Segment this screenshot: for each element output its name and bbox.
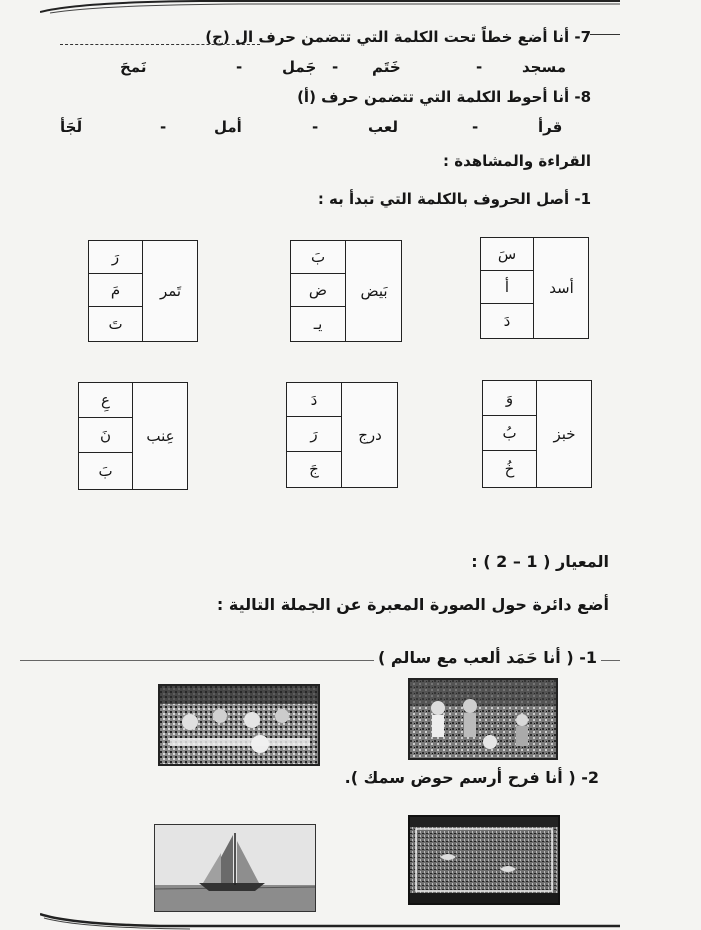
separator-dash: -: [332, 58, 339, 76]
grid-word: خبز: [553, 425, 576, 443]
children-playing-photo-icon: [410, 680, 556, 758]
separator-dash: -: [476, 58, 483, 76]
letter-cell[interactable]: رَ: [287, 417, 341, 452]
letter-cell[interactable]: دَ: [287, 383, 341, 417]
classroom-photo-icon: [160, 686, 318, 764]
criterion-instruction: أضع دائرة حول الصورة المعبرة عن الجملة التالية :: [216, 595, 609, 614]
letter-grid-4: [482, 380, 592, 488]
answer-line-right: [590, 34, 620, 35]
letter-cell[interactable]: سَ: [481, 238, 533, 271]
letter-cell[interactable]: نَ: [79, 418, 132, 453]
sentence-1: 1- ( أنا حَمَد ألعب مع سالم ): [374, 648, 601, 667]
letter-cell[interactable]: جَ: [309, 460, 319, 478]
criterion-heading: المعيار ( 1 – 2 ) :: [471, 552, 609, 571]
q8-word-3[interactable]: أمل: [214, 118, 242, 136]
bottom-border-lines: [40, 910, 620, 930]
grid-word: بَيض: [360, 282, 388, 300]
letter-cell[interactable]: ض: [291, 274, 345, 307]
letter-cell[interactable]: بَ: [291, 241, 345, 274]
letter-cell[interactable]: رَ: [89, 241, 142, 274]
grid-word: أسد: [549, 279, 574, 297]
question-8-title: 8- أنا أحوط الكلمة التي تتضمن حرف (أ): [297, 88, 591, 106]
letter-cell[interactable]: وَ: [483, 381, 536, 416]
q8-word-1[interactable]: قرأ: [538, 118, 563, 136]
reading-heading: القراءة والمشاهدة :: [443, 152, 591, 170]
q8-word-2[interactable]: لعب: [368, 118, 398, 136]
aquarium-photo-icon: [410, 817, 558, 903]
separator-dash: -: [236, 58, 243, 76]
photo-sailboat[interactable]: [154, 824, 316, 912]
letter-cell[interactable]: تَ: [108, 314, 123, 333]
reading-question-1: 1- أصل الحروف بالكلمة التي تبدأ به :: [317, 190, 591, 208]
q7-word-4[interactable]: نَمحَ: [120, 58, 147, 76]
letter-cell[interactable]: مَ: [89, 274, 142, 307]
sailboat-photo-icon: [155, 825, 315, 911]
letter-cell[interactable]: يـ: [313, 314, 323, 333]
letter-cell[interactable]: بَ: [98, 461, 113, 480]
letter-cell[interactable]: أ: [481, 271, 533, 304]
letter-cell[interactable]: دَ: [503, 311, 511, 330]
letter-grid-5: [286, 382, 398, 488]
grid-word: تَمر: [159, 282, 182, 300]
letter-grid-3: [88, 240, 198, 342]
sentence-2: 2- ( أنا فرح أرسم حوض سمك ).: [344, 768, 599, 787]
separator-dash: -: [472, 118, 479, 136]
letter-grid-1: [480, 237, 589, 339]
q7-word-3[interactable]: جَمل: [282, 58, 317, 76]
grid-word: درج: [358, 426, 382, 444]
q8-word-4[interactable]: لَجَأ: [60, 118, 83, 136]
question-7-title: 7- أنا أضع خطاً تحت الكلمة التي تتضمن حرف ال (ج): [205, 28, 591, 46]
letter-cell[interactable]: عِ: [79, 383, 132, 418]
photo-classroom[interactable]: [158, 684, 320, 766]
letter-grid-6: [78, 382, 188, 490]
letter-cell[interactable]: خُ: [504, 459, 515, 478]
photo-children-playing[interactable]: [408, 678, 558, 760]
letter-grid-2: [290, 240, 402, 342]
separator-dash: -: [160, 118, 167, 136]
photo-aquarium[interactable]: [408, 815, 560, 905]
q7-word-2[interactable]: خَتَم: [372, 58, 401, 76]
grid-word: عِنب: [146, 427, 175, 445]
letter-cell[interactable]: بُ: [483, 416, 536, 451]
q7-word-1[interactable]: مسجد: [522, 58, 567, 76]
separator-dash: -: [312, 118, 319, 136]
top-border-lines: [40, 0, 620, 14]
answer-dashed-line: [60, 44, 260, 45]
